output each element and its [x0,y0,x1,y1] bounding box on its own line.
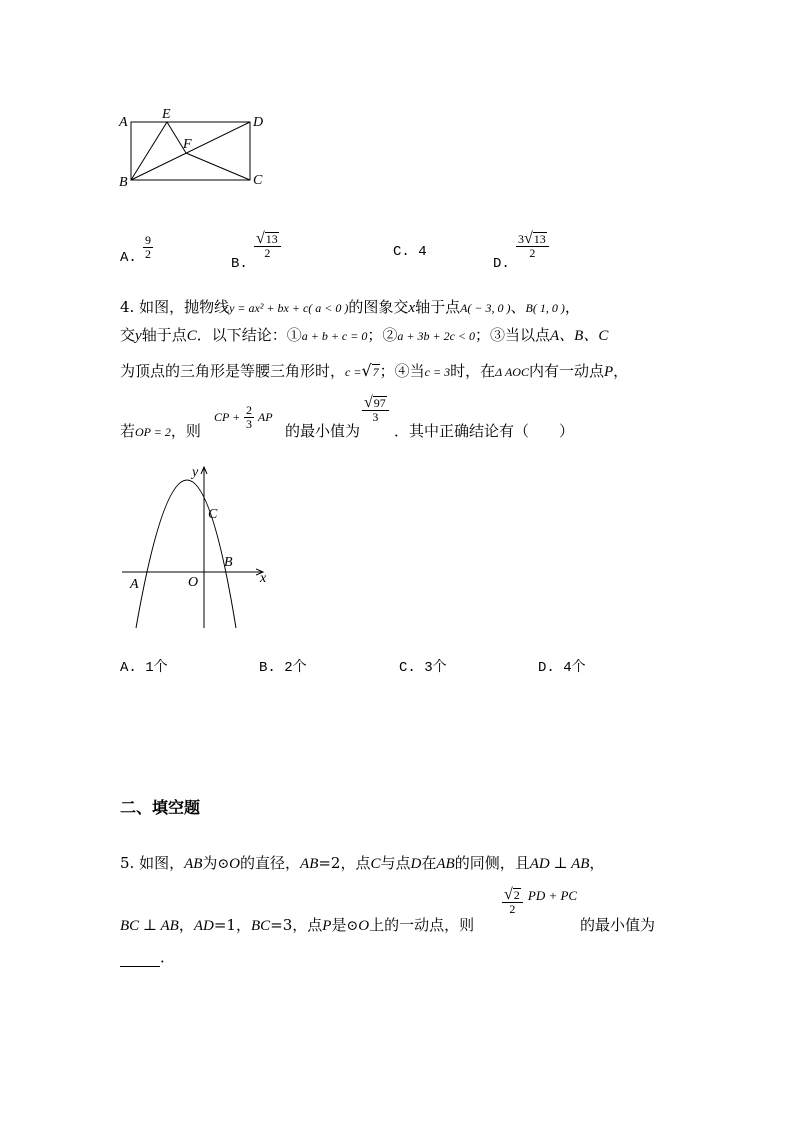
q4-text: 为顶点的三角形是等腰三角形时， [120,362,346,380]
q5-line-2 [120,914,474,935]
q5-expression: √ 2 2 $^{PD + PC}$ [504,886,578,916]
q5-text: 的同侧，且 [454,854,530,872]
q5-text: ， [235,916,251,934]
label-c: C [253,173,263,188]
q5-text: ， [589,854,605,872]
q4-sqrt-7: 7 [372,365,379,379]
q4-text: 的最小值为 [285,422,361,440]
q5-point-c: C [370,856,381,872]
q5-line-1 [120,852,604,873]
option-a [120,250,137,266]
label-c: C [208,507,218,522]
q5-text: 5. 如图， [120,854,185,872]
option-b-radicand: 13 [265,232,278,246]
q4-option-b: B. 2个 [259,660,307,676]
q4-text: 若 [120,422,136,440]
q5-text: ． [160,948,176,966]
q4-point-p: P [603,364,614,380]
q5-text: 为 [202,854,218,872]
q5-ad-perp-ab: AD ⊥ AB [529,856,590,872]
q4-expression [214,404,273,431]
q4-sqrt-97: 97 [373,396,386,410]
circle-o-symbol: ⊙ [346,918,359,934]
option-d-coefficient: 3 [518,232,524,246]
segment-fc [186,153,250,180]
q5-ab-value: =2 [318,854,341,872]
option-a-fraction [143,234,153,261]
option-c-prefix: C. [393,244,410,260]
option-d-denominator: 2 [529,246,536,260]
option-c-value: 4 [418,244,427,260]
q5-text: ，点 [292,916,323,934]
q5-line-3 [120,946,175,967]
q4-text: ．以下结论：① [196,326,302,344]
q4-text: ；② [367,326,398,344]
option-b [231,256,248,272]
option-d-prefix: D. [493,256,510,272]
q5-bc: BC [250,918,271,934]
q5-text: 在 [421,854,437,872]
label-y: y [192,465,199,480]
q5-point-p: P [322,918,332,934]
q4-min-value: √ 97 3 [362,396,389,424]
q5-text: ， [178,916,194,934]
label-b: B [224,555,233,570]
q4-points-abc: A、B、C [550,328,609,344]
q4-frac-den: 3 [246,417,253,431]
q5-bc-value: =3 [270,916,293,934]
q4-option-c: C. 3个 [399,660,447,676]
q5-bc-perp-ab: BC ⊥ AB [120,918,179,934]
q4-text: 轴于点 [415,298,461,316]
q5-ad-value: =1 [213,916,236,934]
q5-text: 的最小值为 [580,916,656,934]
label-o: O [188,575,199,590]
option-d-fraction: 3 √ 13 2 [516,232,549,260]
q4-line-4b [285,420,360,441]
option-a-numerator: 9 [145,233,151,247]
q5-text: 上的一动点，则 [369,916,475,934]
q4-line-1 [120,296,580,317]
section-heading: 二、填空题 [120,798,201,817]
label-d: D [253,115,264,130]
option-b-fraction: √ 13 2 [254,232,281,260]
q4-x-var: x [408,300,416,316]
q5-pd-pc: PD + PC [527,888,578,903]
q4-conclusion-1: a + b + c = 0 [301,329,368,343]
option-b-denominator: 2 [264,246,271,260]
q4-text: ；④当 [379,362,425,380]
q4-option-a: A. 1个 [120,660,168,676]
option-d-radicand: 13 [533,232,546,246]
q5-ab: AB [300,856,319,872]
q4-triangle-aoc: Δ AOC [495,365,529,379]
q4-text: 4. 如图，抛物线 [120,298,230,316]
q4-op-equals: OP = 2 [135,425,171,439]
q4-c-equals: c = [345,365,362,379]
q5-ab: AB [184,856,203,872]
q4-condition: ( a < 0 ) [308,301,349,315]
parabola-figure [110,460,280,635]
rectangle-figure [110,100,280,195]
option-b-prefix: B. [231,256,248,272]
q4-conclusion-2: a + 3b + 2c < 0 [397,329,475,343]
option-a-denominator: 2 [145,247,151,261]
q4-point-b: B( 1, 0 ) [525,301,565,315]
q4-text: ， [613,362,629,380]
q4-cp: CP + [214,410,241,424]
q5-sqrt-2: 2 [513,888,520,902]
q4-text: 时，在 [450,362,496,380]
q4-c-equals-3: c = 3 [424,365,451,379]
q4-line-4c [394,420,574,441]
q4-text: 交 [120,326,136,344]
q4-point-c: C [186,328,197,344]
parabola-curve [136,480,236,628]
circle-o-symbol: ⊙ [217,856,230,872]
q4-text: ；③当以点 [475,326,551,344]
q5-o: O [229,856,241,872]
label-f: F [183,137,192,152]
label-a: A [119,115,128,130]
label-b: B [119,175,128,190]
q5-ad: AD [193,918,214,934]
q4-text: ，则 [170,422,201,440]
label-e: E [162,107,171,122]
q5-text: 的直径， [240,854,301,872]
answer-blank[interactable] [120,950,160,967]
q4-line-4 [120,420,201,441]
label-a: A [130,577,139,592]
label-x: x [260,571,267,586]
q4-line-2 [120,324,608,345]
q5-text: 与点 [380,854,411,872]
q4-parabola-equation: y = ax² + bx + c [229,301,309,315]
q5-point-d: D [410,856,422,872]
q4-question-end: ．其中正确结论有（ ） [394,422,575,440]
q4-ap: AP [257,410,273,424]
q4-text: 轴于点 [141,326,187,344]
q4-y-var: y [135,328,142,344]
q5-text: ，点 [340,854,371,872]
q4-text: ， [564,298,580,316]
q4-text: 、 [510,298,526,316]
q4-point-a: A( − 3, 0 ) [460,301,511,315]
q4-text: 的图象交 [348,298,409,316]
q5-line-2b [580,914,655,935]
q4-frac-num: 2 [246,403,253,417]
option-a-prefix: A. [120,250,137,266]
option-d [493,256,510,272]
q4-text: 内有一动点 [528,362,604,380]
q5-ab: AB [436,856,455,872]
option-c [393,244,427,260]
q4-min-den: 3 [372,410,379,424]
q5-o: O [358,918,370,934]
q4-option-d: D. 4个 [538,660,586,676]
q4-line-3: 为顶点的三角形是等腰三角形时，c = √ 7 ；④当c = 3时，在Δ AOC内有一动点P， [120,361,629,380]
q5-text: 是 [331,916,347,934]
q5-frac-den: 2 [509,902,516,916]
